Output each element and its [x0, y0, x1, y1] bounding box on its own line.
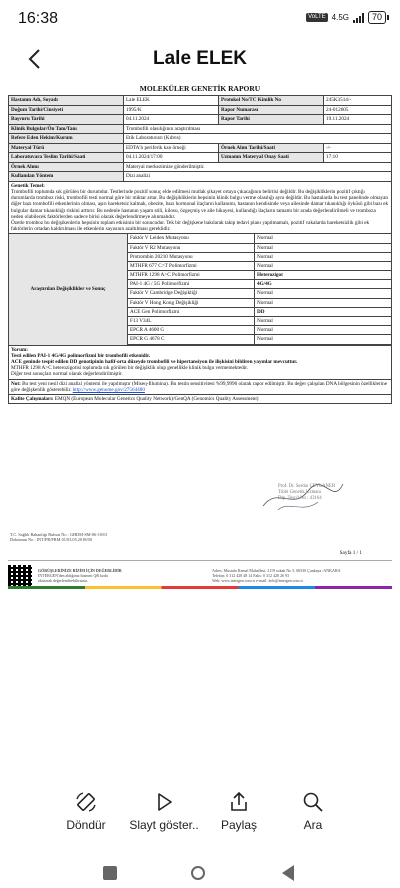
note-label: Not:: [11, 380, 21, 387]
label-sample-note: Örnek Alımı: [9, 162, 124, 172]
page-number: Sayfa 1 / 1: [339, 550, 362, 556]
search-label: Ara: [303, 818, 323, 832]
gene-row: [128, 289, 391, 298]
gene-result: 4G/4G: [255, 280, 392, 289]
gene-row: [128, 335, 391, 344]
license-line: Doküman No : INT/PR/FRM 01/03.05.2018/00: [10, 537, 92, 543]
comment-line: Diğer test sonuçları normal olarak değerlendirilmiştir.: [11, 371, 123, 378]
signer-title: Tıbbi Genetik Uzmanı: [278, 490, 322, 495]
signal-icon: [353, 13, 364, 23]
signer-reg-no: Dip. Tescil No : 43164: [278, 496, 322, 501]
genes-label: Araştırılan Değişiklikler ve Sonuç: [9, 234, 128, 344]
label-apply-date: Başvuru Tarihi: [9, 115, 124, 125]
bottom-toolbar: [0, 790, 400, 840]
rotate-label: Döndür: [66, 818, 106, 832]
footer-brand-line: GÖRÜŞLERİNİZE BİZİM İÇİN DEĞERLİDİR: [38, 568, 122, 573]
footer-address-line: Web: www.intergen.com.tr e-mail: info@intergen.com.tr: [212, 578, 303, 583]
share-button[interactable]: [199, 790, 279, 832]
gene-name: F13 V34L: [128, 317, 255, 326]
footer-color-bar: [8, 586, 392, 589]
license-line: T.C. Sağlık Bakanlığı Ruhsat No : GHDM-SM-06-10/01: [10, 532, 108, 537]
gene-result: Normal: [255, 298, 392, 307]
label-name: Hastanın Adı, Soyadı: [9, 96, 124, 106]
rotate-button[interactable]: [46, 790, 126, 832]
gene-result: Normal: [255, 234, 392, 243]
label-wait: Uzmanın Materyal Onay Saati: [219, 153, 324, 163]
label-report-no: Rapor Numarası: [219, 105, 324, 115]
network-type: 4.5G: [331, 12, 349, 22]
gene-row: [128, 317, 391, 326]
gene-name: Faktör V Hong Kong Değişikliği: [128, 298, 255, 307]
comment-section: [8, 346, 392, 380]
genes-results: [8, 234, 392, 345]
signer-name: Prof. Dr. Serdar CEYLANER: [278, 484, 336, 489]
value-birth: 1995/K: [124, 105, 219, 115]
footer-brand-line: okutarak değerlendirebilirsiniz.: [38, 578, 89, 583]
status-bar: [0, 0, 400, 38]
note-link[interactable]: http://www.genome.gov/27564480: [72, 386, 145, 393]
value-material: EDTA'lı periferik kan örneği: [124, 143, 219, 153]
gene-name: Faktör V R2 Mutasyonu: [128, 243, 255, 252]
genetic-background: [8, 182, 392, 235]
label-birth: Doğum Tarihi/Cinsiyeti: [9, 105, 124, 115]
battery-icon: [368, 11, 386, 24]
gene-name: MTHFR 677 C>T Polimorfizmi: [128, 261, 255, 270]
value-sample-note: Materyal merkezimize gönderilmiştir.: [124, 162, 392, 172]
quality-value: EMQN (European Molecular Genetics Quality Network)/GenQA (Genomics Quality Assessment): [54, 396, 259, 402]
value-clinic: Trombofili olasılığının araştırılması: [124, 124, 392, 134]
quality-section: [8, 395, 392, 404]
label-protocol: Protokol No/TC Kimlik No: [219, 96, 324, 106]
gene-name: ACE Gen Polimorfizmi: [128, 307, 255, 316]
gene-name: Protrombin 20210 Mutasyonu: [128, 252, 255, 261]
comment-line: ACE geninde tespit edilen DD genotipinin hafif-orta düzeyde trombofili ve hipertansiyon ile ilişkisini bildiren yayınlar mevcuttur.: [11, 358, 298, 365]
value-protocol: 245K3514/-: [324, 96, 392, 106]
quality-label: Kalite Çalışmaları:: [11, 396, 54, 402]
value-sample-date: -/-: [324, 143, 392, 153]
value-lab: 04.11.2024/17:00: [124, 153, 219, 163]
value-report-date: 19.11.2024: [324, 115, 392, 125]
document-title: Lale ELEK: [153, 48, 247, 69]
gene-row: [128, 280, 391, 289]
gene-name: EPCR G 4678 C: [128, 335, 255, 344]
gene-result: Normal: [255, 261, 392, 270]
report-title: MOLEKÜLER GENETİK RAPORU: [139, 84, 261, 93]
value-apply-date: 04.11.2024: [124, 115, 219, 125]
slideshow-label: Slayt göster..: [129, 818, 199, 832]
comment-title: Yorum:: [11, 346, 28, 353]
battery-level: 70: [371, 12, 382, 22]
genetic-background-title: Genetik Temel:: [11, 182, 45, 189]
nav-back-icon[interactable]: [282, 865, 294, 881]
gene-name: Faktör V Leiden Mutasyonu: [128, 234, 255, 243]
comment-line: Testi edilen PAI-1 4G/4G polimorfizmi bir trombofili etkenidir.: [11, 352, 151, 359]
share-label: Paylaş: [220, 818, 258, 832]
value-wait: 17:10: [324, 153, 392, 163]
gene-name: MTHFR 1298 A>C Polimorfizmi: [128, 271, 255, 280]
value-name: Lale ELEK: [124, 96, 219, 106]
label-sample-date: Örnek Alım Tarihi/Saati: [219, 143, 324, 153]
label-report-date: Rapor Tarihi: [219, 115, 324, 125]
label-material: Materyal Türü: [9, 143, 124, 153]
gene-result: Heterozigot: [255, 271, 392, 280]
footer-address-line: Telefon: 0 312 428 48 14 Faks: 0 312 428 26 93: [212, 573, 289, 578]
system-nav-bar: [0, 858, 400, 888]
search-icon: [301, 790, 325, 814]
footer-brand-line: İNTERGEN'den aldığınız hizmeti QR kodu: [38, 573, 109, 578]
license-info: [10, 532, 108, 543]
gene-row: [128, 271, 391, 280]
gene-row: [128, 243, 391, 252]
genetic-background-text2: Özetle tromboz bu değişikenlerin hepsinin toplam etkisinin bir sonucudur. Tek bir değişkene bakılarak takip tedavi planı yapılmamalı, pozitif vakalarda hareketsizlik gibi ek faktörlerin ortadan kaldırılması ile etkenlerin sayısının azaltılması gereklidir.: [11, 219, 370, 233]
footer-brand: [38, 568, 158, 583]
gene-row: [128, 298, 391, 307]
share-icon: [227, 790, 251, 814]
play-icon: [152, 790, 176, 814]
gene-result: Normal: [255, 243, 392, 252]
status-icons: [306, 11, 386, 24]
app-bar: [0, 40, 400, 80]
gene-name: PAI-1 4G / 5G Polimorfizmi: [128, 280, 255, 289]
comment-line: MTHFR 1298 A>C heterozigotisi toplumda sık görülen bir değişiklik olup genellikle klinik bulgu vermemektedir.: [11, 365, 248, 372]
slideshow-button[interactable]: [124, 790, 204, 832]
gene-result: Normal: [255, 252, 392, 261]
label-ref: Refere Eden Hekim/Kurum: [9, 134, 124, 144]
clock: 16:38: [18, 10, 59, 27]
label-method: Kullanılan Yöntem: [9, 172, 124, 182]
gene-result: Normal: [255, 335, 392, 344]
patient-info-table: [8, 95, 392, 182]
gene-name: EPCR A 4600 G: [128, 326, 255, 335]
gene-row: [128, 307, 391, 316]
note-section: [8, 380, 392, 395]
gene-result: DD: [255, 307, 392, 316]
genes-table: [128, 234, 391, 344]
value-report-no: 24-012605: [324, 105, 392, 115]
gene-row: [128, 252, 391, 261]
footer-address-line: Adres: Mustafa Kemal Mahallesi, 2119 sokak No 5, 06530 Çankaya /ANKARA: [212, 568, 341, 573]
home-icon[interactable]: [191, 866, 205, 880]
gene-row: [128, 326, 391, 335]
search-button[interactable]: [273, 790, 353, 832]
gene-name: Faktör V Cambridge Değişikliği: [128, 289, 255, 298]
label-lab: Laboratuvara Teslim Tarihi/Saati: [9, 153, 124, 163]
value-ref: Etik Laboratuvarı (Kıbrıs): [124, 134, 392, 144]
gene-result: Normal: [255, 289, 392, 298]
note-text: Bu test yeni nesil dizi analizi yöntemi ile yapılmıştır (Miseq-Illumina). Bu testin sensitivitesi %99,9996 olarak rapor edilmiştir. Bu değer çalışılan DNA bölgesinin özelliklerine göre değişkenlik gösterebilir.: [11, 380, 388, 393]
gene-row: [128, 261, 391, 270]
label-clinic: Klinik Bulgular/Ön Tanı/Tanı: [9, 124, 124, 134]
recent-apps-icon[interactable]: [103, 866, 117, 880]
gene-result: Normal: [255, 317, 392, 326]
genetic-background-text: Trombofili toplumda sık görülen bir durumdur. Testlerinde pozitif sonuç elde edilmesi mutlak şikayet ortaya çıkacağının belirtisi değildir. Bu değişikliklerin pozitif çıktığı durumlarda tromboz riski, trombofili testi normal göre bir miktar artar. Bu değişikliklerin hepsinin klinik bulgu verme olasılığı aynı değildir. Bu hastalarda bu test panelinde olmayan diğer bazı trombofili etkenlerinin olması, aşırı hareketsiz kalmak, obezite, bazı hormonal ilaçların kullanımı, hastanın kendisinde veya ailesinde damar tıkanıklığı öyküsü gibi bazı ek bulgular damar tıkanıklığı riskini arttırır. Bu nedenle hastanın yaşam stili, kilosu, özgeçmiş ve aile hikayesi, kullandığı ilaçların tamamı bir arada değerlendirilmeli ve tromboza neden olabilecek faktörlerden sadece birisi olarak değerlendirmeye alınmalıdır.: [11, 188, 389, 220]
signature-block: [278, 484, 335, 502]
document-page[interactable]: [8, 84, 392, 704]
gene-result: Normal: [255, 326, 392, 335]
volte-badge: VoLTE: [308, 14, 326, 20]
value-method: Dizi analizi: [124, 172, 392, 182]
rotate-icon: [74, 790, 98, 814]
footer-address: [212, 568, 392, 583]
gene-row: [128, 234, 391, 243]
